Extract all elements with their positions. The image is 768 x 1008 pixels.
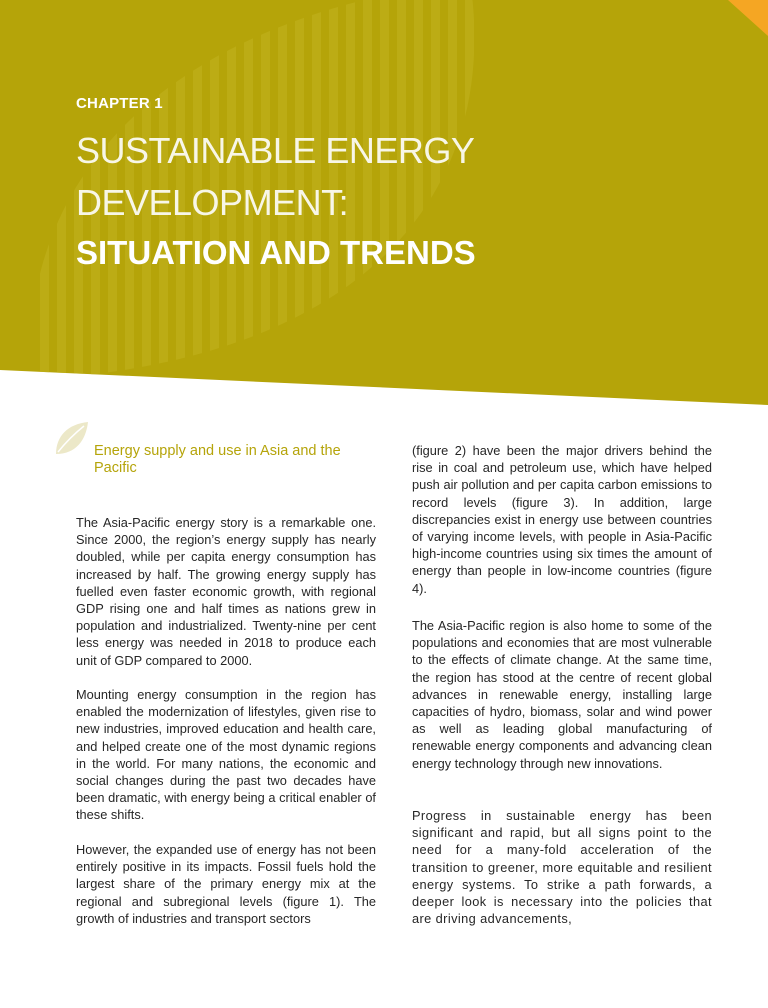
banner-stripe: [40, 0, 49, 410]
banner-stripe: [380, 0, 389, 410]
body-paragraph: The Asia-Pacific region is also home to some of the populations and economies that are most vulnerable to the effects of climate change. At the same time, the region has stood at the centre of recent global advances in renewable energy, installing large capacities of hydro, biomass, solar and wind power as well as leading global manufacturing of renewable energy components and advancing clean energy technology through new innovations.: [412, 618, 712, 771]
banner-stripe: [57, 0, 66, 410]
banner-stripe: [465, 0, 474, 410]
chapter-title-line-3: SITUATION AND TRENDS: [76, 234, 476, 271]
body-paragraph: The Asia-Pacific energy story is a remarkable one. Since 2000, the region’s energy supply has nearly doubled, while per capita energy consumption has increased by half. The growing energy supply has fuelled even faster economic growth, with regional GDP rising one and half times as nations grew in population and industrialized. Twenty-nine per cent less energy was needed in 2018 to produce each unit of GDP compared to 2000.: [76, 515, 376, 668]
body-paragraph: (figure 2) have been the major drivers behind the rise in coal and petroleum use, which have helped push air pollution and per capita carbon emissions to record levels (figure 3). In addition, large discrepancies exist in energy use between countries of varying income levels, with people in Asia-Pacific high-income countries using six times the amount of energy than people in low-income countries (figure 4).: [412, 443, 712, 596]
banner-stripe: [363, 0, 372, 410]
chapter-label: CHAPTER 1: [76, 95, 163, 112]
leaf-icon: [50, 418, 92, 460]
body-paragraph: Mounting energy consumption in the region has enabled the modernization of lifestyles, given rise to new industries, improved education and health care, and helped create one of the most dynamic regions in the world. For many nations, the economic and social changes during the past two decades have been dramatic, with energy being a critical enabler of these shifts.: [76, 687, 376, 823]
section-heading: Energy supply and use in Asia and the Pacific: [94, 443, 341, 476]
banner-stripe: [397, 0, 406, 410]
banner-stripe: [414, 0, 423, 410]
banner-stripe: [431, 0, 440, 410]
chapter-title-line-2: DEVELOPMENT:: [76, 182, 349, 223]
body-paragraph: Progress in sustainable energy has been significant and rapid, but all signs point to the need for a many-fold acceleration of the transition to greener, more equitable and resilient energy systems. To strike a path forwards, a deeper look is necessary into the policies that are driving advancements,: [412, 808, 712, 927]
body-paragraph: However, the expanded use of energy has not been entirely positive in its impacts. Fossil fuels hold the largest share of the primary energy mix at the regional and subregional levels (figure 1). The growth of industries and transport sectors: [76, 842, 376, 926]
banner-stripe: [448, 0, 457, 410]
chapter-title-line-1: SUSTAINABLE ENERGY: [76, 130, 475, 171]
